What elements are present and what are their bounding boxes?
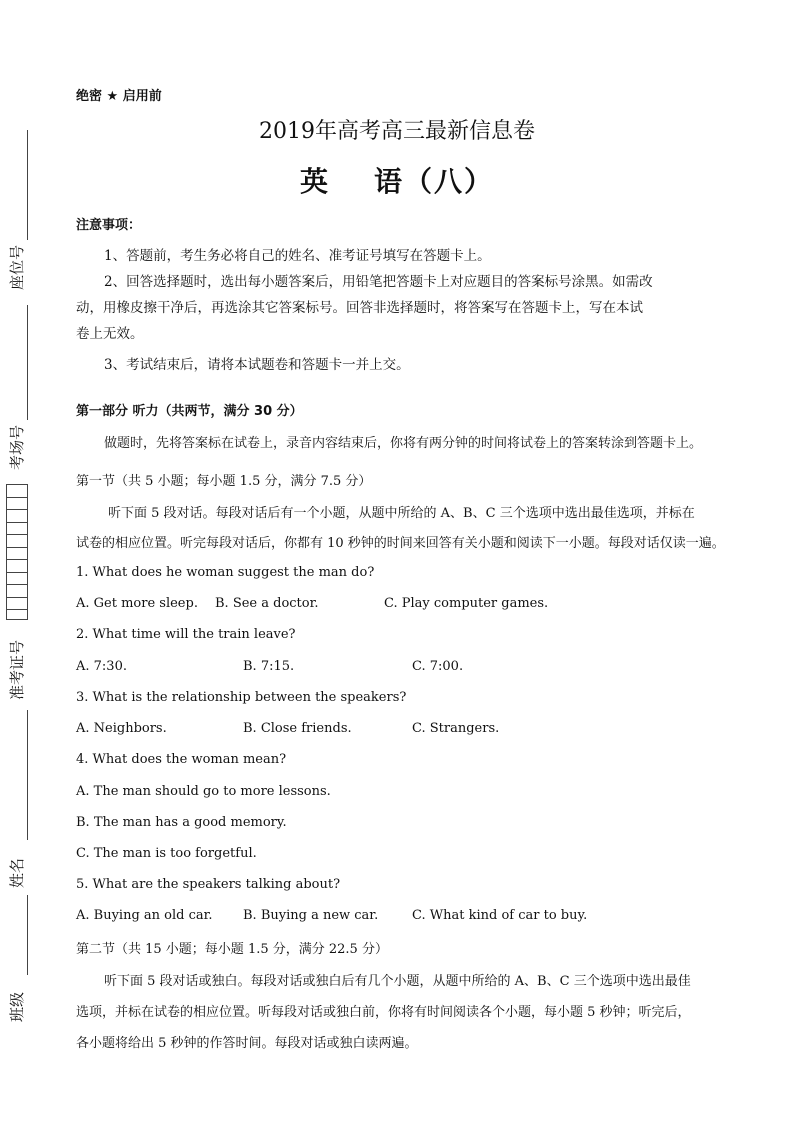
section2-instructions-line2: 选项，并标在试卷的相应位置。听每段对话或独白前，你将有时间阅读各个小题，每小题 5 秒钟；听完后， — [76, 1005, 691, 1020]
section2-instructions-line1: 听下面 5 段对话或独白。每段对话或独白后有几个小题，从题中所给的 A、B、C 三个选项中选出最佳 — [104, 974, 691, 989]
notice-item-2-line3: 卷上无效。 — [76, 326, 144, 342]
q1-option-a: A. Get more sleep. — [76, 596, 198, 611]
q2-option-a: A. 7:30. — [76, 659, 127, 674]
seat-number-label: 座位号 — [8, 244, 26, 290]
section2-heading: 第二节（共 15 小题；每小题 1.5 分，满分 22.5 分） — [76, 942, 388, 957]
confidential-mark: 绝密 ★ 启用前 — [76, 89, 162, 104]
binding-margin — [0, 0, 60, 1123]
notice-item-3: 3、考试结束后，请将本试题卷和答题卡一并上交。 — [104, 357, 410, 373]
question-1: 1. What does he woman suggest the man do? — [76, 565, 375, 580]
question-3: 3. What is the relationship between the speakers? — [76, 690, 407, 705]
subject-title-part1: 英 — [300, 165, 331, 198]
q4-option-b: B. The man has a good memory. — [76, 815, 287, 830]
section1-instructions-line1: 听下面 5 段对话。每段对话后有一个小题，从题中所给的 A、B、C 三个选项中选出最佳选项，并标在 — [108, 506, 695, 521]
margin-line — [27, 895, 28, 975]
class-label: 班级 — [8, 991, 26, 1022]
exam-room-label: 考场号 — [8, 424, 26, 470]
exam-title: 2019年高考高三最新信息卷 — [259, 119, 535, 144]
q2-option-c: C. 7:00. — [412, 659, 464, 674]
q3-option-a: A. Neighbors. — [76, 721, 167, 736]
q3-option-c: C. Strangers. — [412, 721, 500, 736]
subject-title-part2: 语（八） — [374, 165, 495, 198]
question-5: 5. What are the speakers talking about? — [76, 877, 341, 892]
question-4: 4. What does the woman mean? — [76, 752, 287, 767]
q5-option-b: B. Buying a new car. — [243, 908, 379, 923]
q4-option-a: A. The man should go to more lessons. — [76, 784, 331, 799]
margin-line — [27, 305, 28, 420]
notice-item-2-line2: 动，用橡皮擦干净后，再选涂其它答案标号。回答非选择题时，将答案写在答题卡上，写在本试 — [76, 300, 643, 316]
q1-option-b: B. See a doctor. — [215, 596, 319, 611]
subject-title — [300, 160, 494, 200]
margin-line — [27, 130, 28, 240]
question-2: 2. What time will the train leave? — [76, 627, 296, 642]
q1-option-c: C. Play computer games. — [384, 596, 549, 611]
notice-heading: 注意事项： — [76, 218, 142, 233]
ticket-number-grid[interactable] — [6, 484, 28, 620]
section2-instructions-line3: 各小题将给出 5 秒钟的作答时间。每段对话或独白读两遍。 — [76, 1036, 418, 1051]
margin-line — [27, 710, 28, 840]
notice-item-2-line1: 2、回答选择题时，选出每小题答案后，用铅笔把答题卡上对应题目的答案标号涂黑。如需改 — [104, 274, 653, 290]
q4-option-c: C. The man is too forgetful. — [76, 846, 257, 861]
q2-option-b: B. 7:15. — [243, 659, 295, 674]
section1-instructions-line2: 试卷的相应位置。听完每段对话后，你都有 10 秒钟的时间来回答有关小题和阅读下一小题。每段对话仅读一遍。 — [76, 536, 725, 551]
part1-heading: 第一部分 听力（共两节，满分 30 分） — [76, 404, 303, 419]
name-label: 姓名 — [8, 857, 26, 888]
notice-item-1: 1、答题前，考生务必将自己的姓名、准考证号填写在答题卡上。 — [104, 248, 491, 264]
q5-option-c: C. What kind of car to buy. — [412, 908, 588, 923]
q3-option-b: B. Close friends. — [243, 721, 352, 736]
ticket-number-label: 准考证号 — [8, 639, 26, 700]
q5-option-a: A. Buying an old car. — [76, 908, 213, 923]
section1-heading: 第一节（共 5 小题；每小题 1.5 分，满分 7.5 分） — [76, 474, 372, 489]
part1-intro: 做题时，先将答案标在试卷上，录音内容结束后，你将有两分钟的时间将试卷上的答案转涂到答题卡上。 — [104, 436, 703, 451]
